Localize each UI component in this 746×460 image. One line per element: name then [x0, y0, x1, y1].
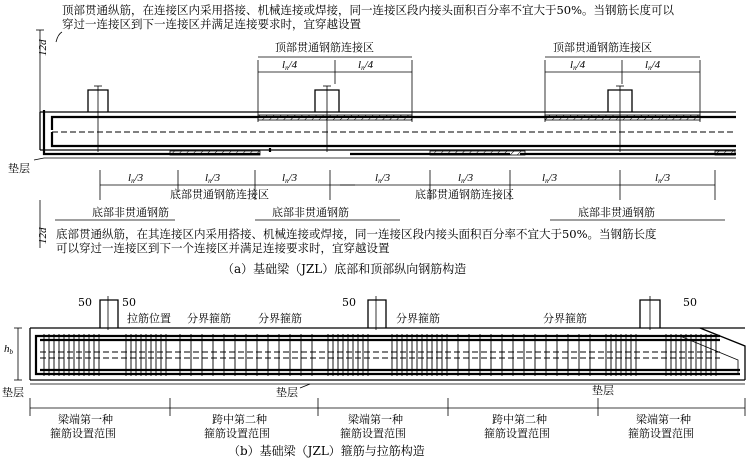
pad-label-b3: 垫层 — [592, 384, 614, 397]
ln4-label-2: ln/4 — [358, 59, 374, 72]
top-zone-label-2: 顶部贯通钢筋连接区 — [553, 41, 652, 54]
dim-50-b: 50 — [122, 296, 136, 309]
boundary-stirrup-label-4: 分界箍筋 — [543, 312, 587, 325]
dim-50-c: 50 — [342, 296, 356, 309]
dim-50-d: 50 — [683, 296, 697, 309]
ln4-label-3: ln/4 — [570, 59, 586, 72]
dim-50-a: 50 — [78, 296, 92, 309]
zone-2-line2: 箍筋设置范围 — [204, 427, 270, 440]
part-b-stirrup-ties — [2, 296, 745, 458]
ln3-label-1: ln/3 — [128, 172, 144, 185]
anchor-12d-top: 12d — [37, 39, 49, 56]
non-through-label-1: 底部非贯通钢筋 — [92, 206, 169, 219]
non-through-label-3: 底部非贯通钢筋 — [578, 206, 655, 219]
top-through-rebar — [52, 115, 736, 130]
hb-label: hb — [4, 343, 13, 356]
boundary-stirrup-label-2: 分界箍筋 — [258, 312, 302, 325]
caption-a: （a）基础梁（JZL）底部和顶部纵向钢筋构造 — [222, 262, 467, 276]
zone-3-line1: 梁端第一种 — [348, 413, 403, 426]
ln4-label-1: ln/4 — [282, 59, 298, 72]
bottom-note-line1: 底部贯通纵筋，在其连接区内采用搭接、机械连接或焊接，同一连接区段内接头面积百分率不宜大于50%。当钢筋长度 — [56, 227, 657, 241]
ln3-label-7: ln/3 — [655, 172, 671, 185]
ln3-label-3: ln/3 — [282, 172, 298, 185]
zone-1-line2: 箍筋设置范围 — [50, 427, 116, 440]
part-a-longitudinal-rebar — [8, 3, 736, 276]
zone-4-line1: 跨中第二种 — [492, 413, 547, 426]
pad-label-b1: 垫层 — [2, 386, 24, 399]
ln3-label-4: ln/3 — [375, 172, 391, 185]
top-note-line1: 顶部贯通纵筋，在连接区内采用搭接、机械连接或焊接，同一连接区段内接头面积百分率不宜大于50%。当钢筋长度可以 — [62, 3, 675, 17]
top-note-line2: 穿过一连接区到下一连接区并满足连接要求时，宜穿越设置 — [62, 17, 361, 31]
boundary-stirrup-label-1: 分界箍筋 — [187, 312, 231, 325]
tie-position-label: 拉筋位置 — [127, 312, 171, 325]
ln3-label-5: ln/3 — [458, 172, 474, 185]
bottom-zone-label-1: 底部贯通钢筋连接区 — [170, 188, 269, 201]
zone-5-line1: 梁端第一种 — [636, 413, 691, 426]
top-ln4-dims — [258, 60, 700, 122]
bottom-zone-label-2: 底部贯通钢筋连接区 — [415, 188, 514, 201]
ln3-label-2: ln/3 — [205, 172, 221, 185]
zone-5-line2: 箍筋设置范围 — [628, 427, 694, 440]
ln4-label-4: ln/4 — [645, 59, 661, 72]
zone-3-line2: 箍筋设置范围 — [340, 427, 406, 440]
pad-label-b2: 垫层 — [276, 386, 298, 399]
caption-b: （b）基础梁（JZL）箍筋与拉筋构造 — [228, 444, 425, 458]
boundary-stirrup-label-3: 分界箍筋 — [396, 312, 440, 325]
top-zone-label-1: 顶部贯通钢筋连接区 — [275, 41, 374, 54]
bottom-note-line2: 可以穿过一连接区到下一个连接区并满足连接要求时，宜穿越设置 — [56, 241, 390, 255]
non-through-label-2: 底部非贯通钢筋 — [272, 206, 349, 219]
beam-b-longitudinal-bars — [36, 336, 740, 374]
zone-1-line1: 梁端第一种 — [58, 413, 113, 426]
zone-4-line2: 箍筋设置范围 — [484, 427, 550, 440]
top-note-leader — [56, 32, 62, 42]
ln3-label-6: ln/3 — [542, 172, 558, 185]
zone-2-line1: 跨中第二种 — [212, 413, 267, 426]
pad-label-a: 垫层 — [8, 162, 30, 175]
anchor-12d-bottom: 12d — [37, 227, 49, 244]
